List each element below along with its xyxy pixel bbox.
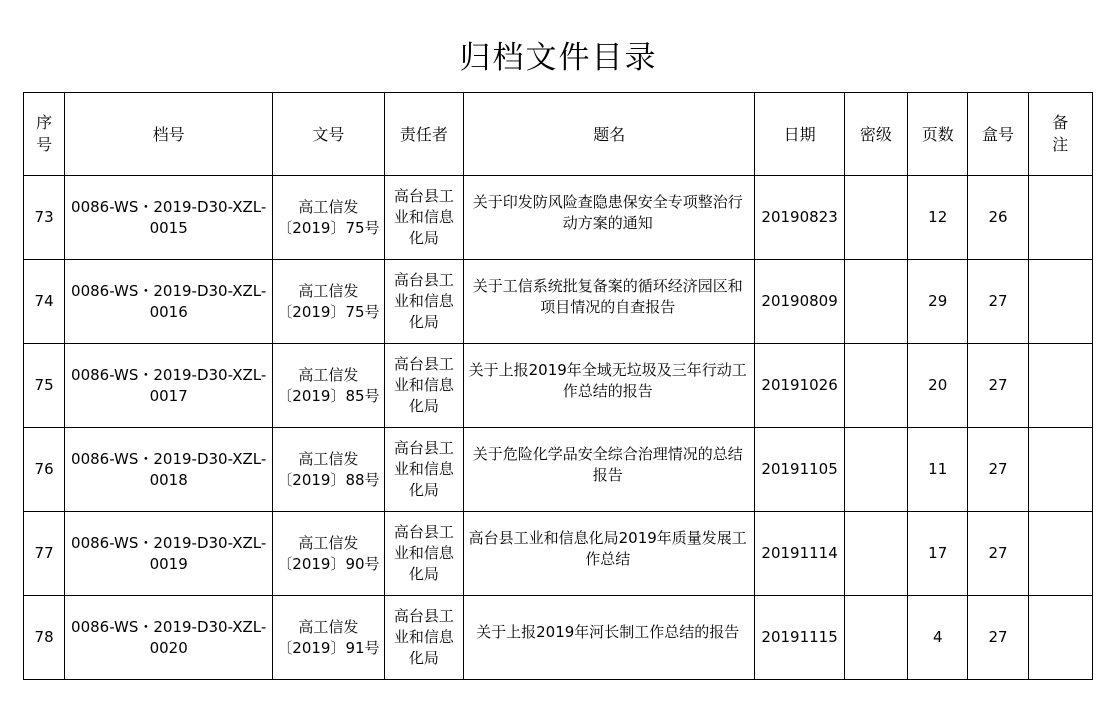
- cell-note: [1028, 512, 1092, 596]
- header-seq: [24, 93, 65, 176]
- archive-no-text: 0086-WS・2019-D30-XZL-0019: [71, 533, 267, 573]
- doc-no-text: 高工信发〔2019〕75号: [277, 197, 380, 237]
- owner-text: 高台县工业和信息化局: [393, 187, 454, 247]
- cell-seq: 73: [24, 176, 65, 260]
- cell-title: [464, 428, 755, 512]
- cell-box-no: 27: [968, 344, 1028, 428]
- cell-date: 20191114: [755, 512, 844, 596]
- owner-text: 高台县工业和信息化局: [393, 439, 454, 499]
- cell-archive-no: [65, 260, 273, 344]
- cell-secret-level: [844, 176, 907, 260]
- header-archive-no: 档号: [65, 93, 273, 176]
- cell-archive-no: [65, 344, 273, 428]
- cell-doc-no: [273, 512, 385, 596]
- cell-seq: 76: [24, 428, 65, 512]
- table-row: [24, 344, 1093, 428]
- cell-owner: [384, 596, 463, 680]
- cell-pages: 11: [908, 428, 968, 512]
- cell-archive-no: [65, 428, 273, 512]
- table-row: [24, 176, 1093, 260]
- archive-no-text: 0086-WS・2019-D30-XZL-0016: [71, 281, 267, 321]
- page-title: 归档文件目录: [459, 40, 658, 76]
- archive-no-text: 0086-WS・2019-D30-XZL-0017: [71, 365, 267, 405]
- cell-pages: 12: [908, 176, 968, 260]
- cell-secret-level: [844, 260, 907, 344]
- cell-date: 20191115: [755, 596, 844, 680]
- cell-secret-level: [844, 428, 907, 512]
- cell-title: [464, 176, 755, 260]
- cell-owner: [384, 260, 463, 344]
- header-seq-label: 序号: [36, 113, 53, 154]
- header-box-no: 盒号: [968, 93, 1028, 176]
- table-row: [24, 596, 1093, 680]
- cell-box-no: 27: [968, 512, 1028, 596]
- cell-date: 20190809: [755, 260, 844, 344]
- cell-date: 20191105: [755, 428, 844, 512]
- cell-seq: 74: [24, 260, 65, 344]
- cell-secret-level: [844, 344, 907, 428]
- cell-note: [1028, 428, 1092, 512]
- archive-no-text: 0086-WS・2019-D30-XZL-0018: [71, 449, 267, 489]
- cell-title: [464, 512, 755, 596]
- header-owner: 责任者: [384, 93, 463, 176]
- cell-secret-level: [844, 596, 907, 680]
- cell-box-no: 27: [968, 596, 1028, 680]
- cell-seq: 78: [24, 596, 65, 680]
- doc-no-text: 高工信发〔2019〕85号: [277, 365, 380, 405]
- title-text: 关于上报2019年河长制工作总结的报告: [476, 623, 740, 641]
- cell-note: [1028, 176, 1092, 260]
- cell-archive-no: [65, 176, 273, 260]
- cell-seq: 75: [24, 344, 65, 428]
- archive-no-text: 0086-WS・2019-D30-XZL-0015: [71, 197, 267, 237]
- cell-owner: [384, 176, 463, 260]
- cell-box-no: 27: [968, 428, 1028, 512]
- cell-date: 20191026: [755, 344, 844, 428]
- header-secret-level: 密级: [844, 93, 907, 176]
- title-text: 关于印发防风险查隐患保安全专项整治行动方案的通知: [472, 192, 743, 232]
- doc-no-text: 高工信发〔2019〕91号: [277, 617, 380, 657]
- cell-seq: 77: [24, 512, 65, 596]
- cell-archive-no: [65, 596, 273, 680]
- cell-owner: [384, 512, 463, 596]
- table-body: [24, 176, 1093, 680]
- table-row: [24, 428, 1093, 512]
- cell-doc-no: [273, 260, 385, 344]
- cell-pages: 4: [908, 596, 968, 680]
- header-pages: 页数: [908, 93, 968, 176]
- cell-box-no: 26: [968, 176, 1028, 260]
- cell-pages: 20: [908, 344, 968, 428]
- owner-text: 高台县工业和信息化局: [393, 271, 454, 331]
- title-text: 关于工信系统批复备案的循环经济园区和项目情况的自查报告: [472, 276, 743, 316]
- cell-note: [1028, 344, 1092, 428]
- header-title: 题名: [464, 93, 755, 176]
- cell-title: [464, 260, 755, 344]
- cell-secret-level: [844, 512, 907, 596]
- doc-no-text: 高工信发〔2019〕88号: [277, 449, 380, 489]
- cell-title: [464, 344, 755, 428]
- cell-doc-no: [273, 344, 385, 428]
- archive-no-text: 0086-WS・2019-D30-XZL-0020: [71, 617, 267, 657]
- table-row: [24, 260, 1093, 344]
- cell-owner: [384, 344, 463, 428]
- header-date: 日期: [755, 93, 844, 176]
- header-note: [1028, 93, 1092, 176]
- owner-text: 高台县工业和信息化局: [393, 523, 454, 583]
- cell-doc-no: [273, 176, 385, 260]
- cell-box-no: 27: [968, 260, 1028, 344]
- cell-pages: 17: [908, 512, 968, 596]
- cell-title: [464, 596, 755, 680]
- owner-text: 高台县工业和信息化局: [393, 607, 454, 667]
- table-header: [24, 93, 1093, 176]
- header-doc-no: 文号: [273, 93, 385, 176]
- cell-note: [1028, 596, 1092, 680]
- cell-owner: [384, 428, 463, 512]
- title-text: 关于上报2019年全域无垃圾及三年行动工作总结的报告: [468, 360, 747, 400]
- archive-catalog-table: [23, 92, 1093, 680]
- table-row: [24, 512, 1093, 596]
- cell-date: 20190823: [755, 176, 844, 260]
- cell-pages: 29: [908, 260, 968, 344]
- doc-no-text: 高工信发〔2019〕90号: [277, 533, 380, 573]
- header-note-label: 备注: [1052, 113, 1069, 154]
- owner-text: 高台县工业和信息化局: [393, 355, 454, 415]
- title-text: 高台县工业和信息化局2019年质量发展工作总结: [468, 528, 747, 568]
- cell-note: [1028, 260, 1092, 344]
- cell-doc-no: [273, 428, 385, 512]
- header-row: [24, 93, 1093, 176]
- cell-doc-no: [273, 596, 385, 680]
- title-text: 关于危险化学品安全综合治理情况的总结报告: [472, 444, 743, 484]
- doc-no-text: 高工信发〔2019〕75号: [277, 281, 380, 321]
- cell-archive-no: [65, 512, 273, 596]
